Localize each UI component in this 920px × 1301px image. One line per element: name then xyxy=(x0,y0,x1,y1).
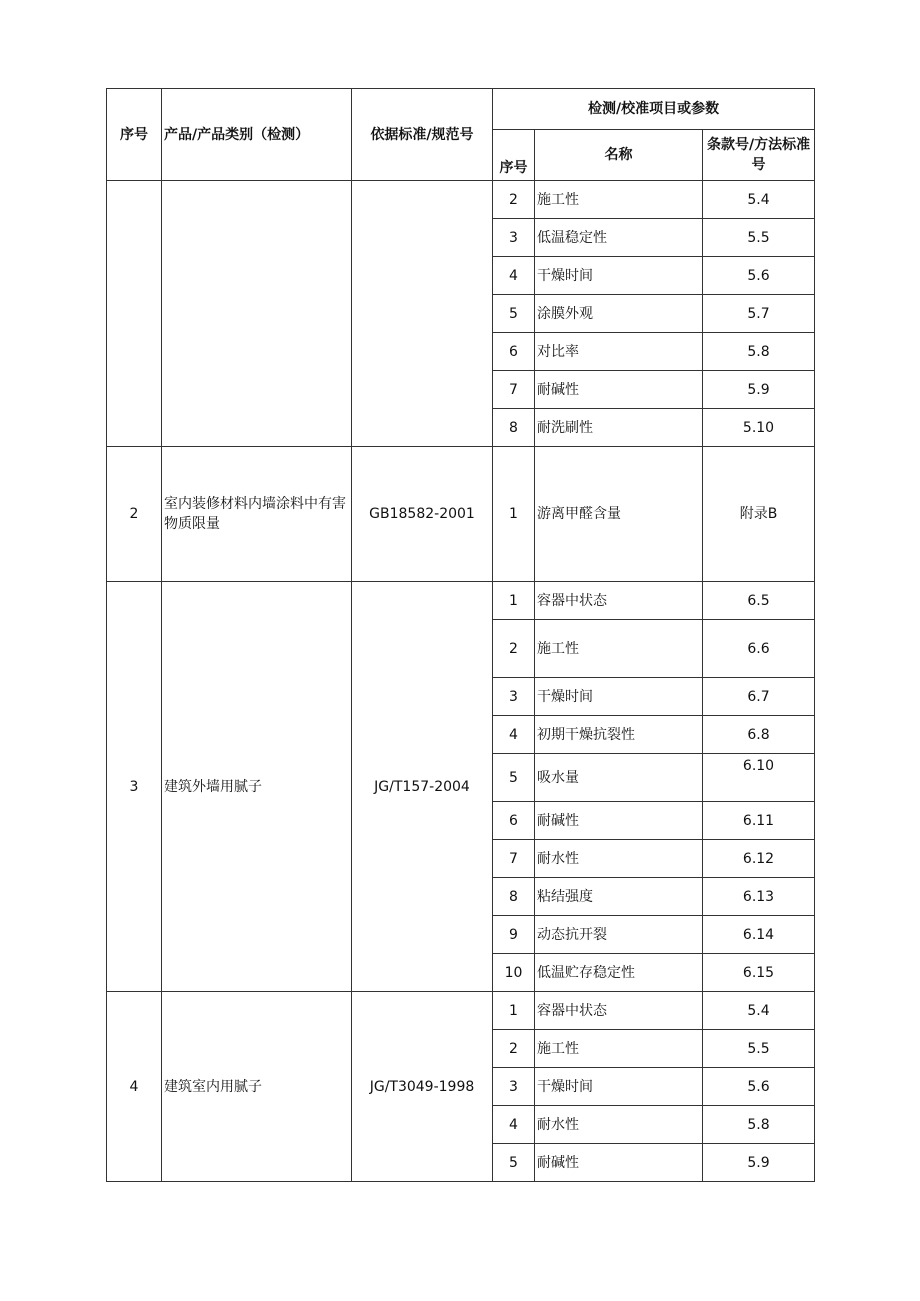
group0-standard xyxy=(352,181,493,447)
item-no: 7 xyxy=(493,371,535,409)
group1-standard: GB18582-2001 xyxy=(352,447,493,582)
item-no: 5 xyxy=(493,295,535,333)
item-clause: 6.8 xyxy=(703,716,815,754)
group1-seq: 2 xyxy=(107,447,162,582)
item-clause: 5.5 xyxy=(703,1030,815,1068)
item-clause: 6.5 xyxy=(703,582,815,620)
item-clause: 6.7 xyxy=(703,678,815,716)
item-name: 粘结强度 xyxy=(535,878,703,916)
item-name: 干燥时间 xyxy=(535,678,703,716)
header-product: 产品/产品类别（检测） xyxy=(162,89,352,181)
item-no: 3 xyxy=(493,678,535,716)
item-clause: 6.13 xyxy=(703,878,815,916)
group3-standard: JG/T3049-1998 xyxy=(352,992,493,1182)
group2-seq: 3 xyxy=(107,582,162,992)
item-clause: 6.12 xyxy=(703,840,815,878)
item-name: 低温稳定性 xyxy=(535,219,703,257)
item-clause: 5.7 xyxy=(703,295,815,333)
item-name: 干燥时间 xyxy=(535,1068,703,1106)
table-row xyxy=(107,447,815,582)
item-clause: 5.9 xyxy=(703,371,815,409)
item-no: 2 xyxy=(493,181,535,219)
item-no: 8 xyxy=(493,409,535,447)
item-name: 耐碱性 xyxy=(535,371,703,409)
table-row xyxy=(107,181,815,219)
item-clause: 6.15 xyxy=(703,954,815,992)
header-items-group: 检测/校准项目或参数 xyxy=(493,89,815,130)
item-no: 2 xyxy=(493,1030,535,1068)
header-sub-name: 名称 xyxy=(535,130,703,181)
item-no: 3 xyxy=(493,219,535,257)
header-row xyxy=(107,89,815,130)
item-name: 吸水量 xyxy=(535,754,703,802)
item-clause: 5.8 xyxy=(703,1106,815,1144)
item-name: 施工性 xyxy=(535,1030,703,1068)
item-no: 10 xyxy=(493,954,535,992)
item-no: 1 xyxy=(493,582,535,620)
item-no: 1 xyxy=(493,992,535,1030)
item-clause: 5.6 xyxy=(703,1068,815,1106)
item-name: 耐碱性 xyxy=(535,802,703,840)
item-clause: 6.10 xyxy=(703,754,815,802)
group2-standard: JG/T157-2004 xyxy=(352,582,493,992)
item-name: 容器中状态 xyxy=(535,582,703,620)
item-name: 对比率 xyxy=(535,333,703,371)
item-name: 耐水性 xyxy=(535,1106,703,1144)
item-no: 5 xyxy=(493,1144,535,1182)
item-name: 游离甲醛含量 xyxy=(535,447,703,582)
item-name: 涂膜外观 xyxy=(535,295,703,333)
item-no: 5 xyxy=(493,754,535,802)
item-no: 9 xyxy=(493,916,535,954)
header-sub-clause: 条款号/方法标准号 xyxy=(703,130,815,181)
item-clause: 5.4 xyxy=(703,992,815,1030)
item-clause: 5.9 xyxy=(703,1144,815,1182)
header-sub-seq: 序号 xyxy=(493,130,535,181)
header-standard: 依据标准/规范号 xyxy=(352,89,493,181)
item-name: 耐碱性 xyxy=(535,1144,703,1182)
item-no: 7 xyxy=(493,840,535,878)
item-name: 低温贮存稳定性 xyxy=(535,954,703,992)
item-name: 施工性 xyxy=(535,620,703,678)
item-clause: 5.10 xyxy=(703,409,815,447)
item-clause: 5.8 xyxy=(703,333,815,371)
group2-product: 建筑外墙用腻子 xyxy=(162,582,352,992)
item-clause: 6.6 xyxy=(703,620,815,678)
item-name: 动态抗开裂 xyxy=(535,916,703,954)
group1-product: 室内装修材料内墙涂料中有害物质限量 xyxy=(162,447,352,582)
item-no: 4 xyxy=(493,716,535,754)
item-clause: 5.6 xyxy=(703,257,815,295)
item-name: 初期干燥抗裂性 xyxy=(535,716,703,754)
item-no: 6 xyxy=(493,802,535,840)
item-clause: 附录B xyxy=(703,447,815,582)
item-no: 8 xyxy=(493,878,535,916)
group3-seq: 4 xyxy=(107,992,162,1182)
table-row xyxy=(107,992,815,1030)
item-name: 干燥时间 xyxy=(535,257,703,295)
item-no: 6 xyxy=(493,333,535,371)
item-name: 耐洗刷性 xyxy=(535,409,703,447)
standards-table xyxy=(106,88,815,1182)
item-no: 4 xyxy=(493,1106,535,1144)
group0-seq xyxy=(107,181,162,447)
item-clause: 5.5 xyxy=(703,219,815,257)
header-seq: 序号 xyxy=(107,89,162,181)
item-no: 3 xyxy=(493,1068,535,1106)
group0-product xyxy=(162,181,352,447)
table-row xyxy=(107,582,815,620)
item-clause: 6.11 xyxy=(703,802,815,840)
item-name: 容器中状态 xyxy=(535,992,703,1030)
item-name: 施工性 xyxy=(535,181,703,219)
item-no: 2 xyxy=(493,620,535,678)
item-no: 4 xyxy=(493,257,535,295)
item-no: 1 xyxy=(493,447,535,582)
item-clause: 5.4 xyxy=(703,181,815,219)
item-clause: 6.14 xyxy=(703,916,815,954)
group3-product: 建筑室内用腻子 xyxy=(162,992,352,1182)
item-name: 耐水性 xyxy=(535,840,703,878)
